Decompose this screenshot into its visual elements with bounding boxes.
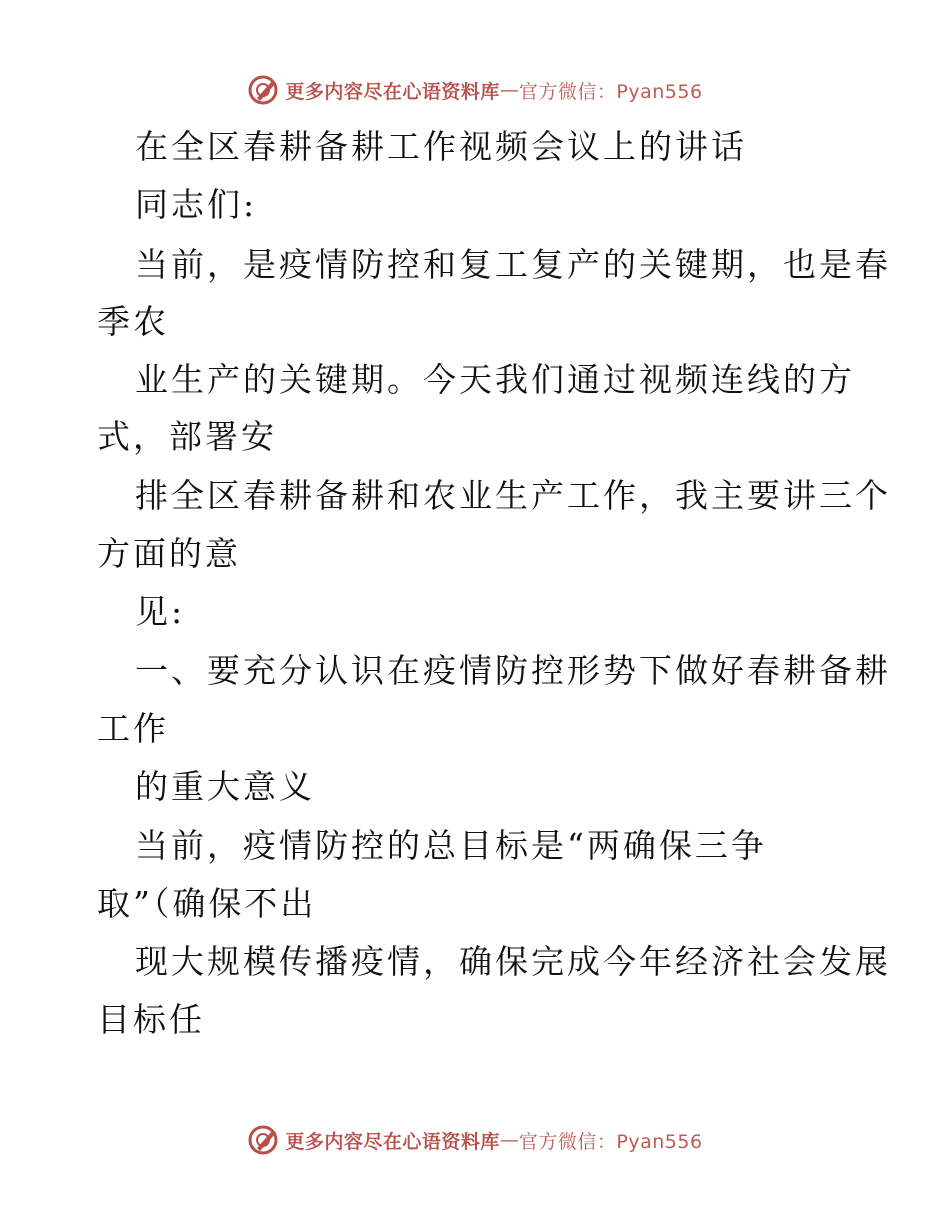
paragraph-line: 取”（确保不出 bbox=[97, 884, 317, 923]
banner-dash: — bbox=[499, 79, 519, 101]
paragraph-line: 业生产的关键期。今天我们通过视频连线的方 bbox=[135, 360, 855, 399]
banner-wechat-text: 官方微信：Pyan556 bbox=[518, 80, 703, 103]
header-banner bbox=[0, 70, 950, 110]
paragraph-line: 见: bbox=[135, 592, 186, 631]
banner-site-text: 更多内容尽在心语资料库 bbox=[285, 80, 500, 103]
document-title: 在全区春耕备耕工作视频会议上的讲话 bbox=[135, 127, 747, 166]
paragraph-line: 目标任 bbox=[97, 1000, 205, 1039]
section-heading: 一、要充分认识在疫情防控形势下做好春耕备耕 bbox=[135, 651, 891, 690]
banner-wechat-text: 官方微信：Pyan556 bbox=[518, 1130, 703, 1153]
banner-dash: — bbox=[499, 1129, 519, 1151]
logo-icon bbox=[247, 1124, 279, 1156]
paragraph-line: 当前，是疫情防控和复工复产的关键期，也是春 bbox=[135, 245, 891, 284]
paragraph-line: 现大规模传播疫情，确保完成今年经济社会发展 bbox=[135, 942, 891, 981]
footer-banner bbox=[0, 1120, 950, 1160]
paragraph-line: 排全区春耕备耕和农业生产工作，我主要讲三个 bbox=[135, 476, 891, 515]
section-heading-continued: 的重大意义 bbox=[135, 767, 315, 806]
banner-site-text: 更多内容尽在心语资料库 bbox=[285, 1130, 500, 1153]
section-heading-continued: 工作 bbox=[97, 709, 169, 748]
paragraph-line: 季农 bbox=[97, 302, 169, 341]
paragraph-line: 当前，疫情防控的总目标是“两确保三争 bbox=[135, 826, 767, 865]
paragraph-line: 式，部署安 bbox=[97, 417, 277, 456]
logo-icon bbox=[247, 74, 279, 106]
salutation: 同志们: bbox=[135, 185, 258, 224]
paragraph-line: 方面的意 bbox=[97, 534, 241, 573]
